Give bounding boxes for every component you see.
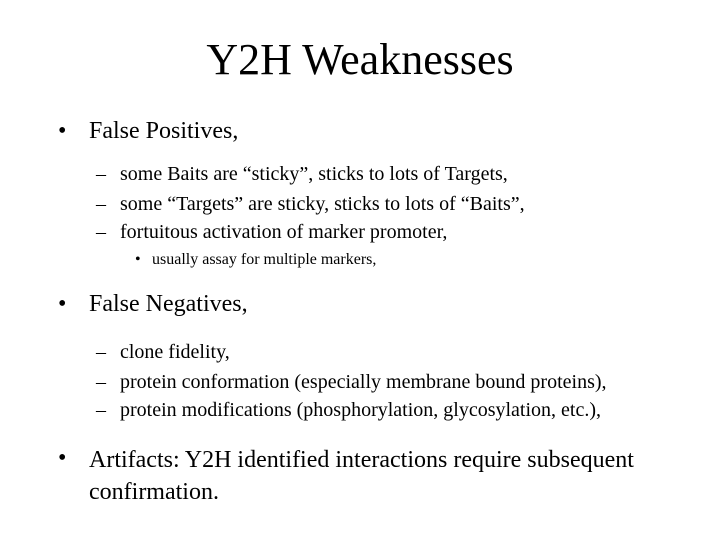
bullet-marker: • — [135, 251, 141, 268]
dash-marker: – — [96, 371, 106, 393]
sub-item-text: some “Targets” are sticky, sticks to lots of “Baits”, — [120, 193, 525, 215]
bullet-marker: • — [58, 291, 67, 317]
sub-item-text: clone fidelity, — [120, 341, 230, 363]
sub-sub-item-text: usually assay for multiple markers, — [152, 251, 377, 268]
sub-item-text: protein modifications (phosphorylation, glycosylation, etc.), — [120, 399, 602, 421]
bullet-marker: • — [58, 445, 67, 471]
dash-marker: – — [96, 399, 106, 421]
sub-item-text: protein conformation (especially membrane bound proteins), — [120, 371, 607, 393]
dash-marker: – — [96, 193, 106, 215]
dash-marker: – — [96, 163, 106, 185]
dash-marker: – — [96, 341, 106, 363]
bullet-marker: • — [58, 118, 67, 144]
dash-marker: – — [96, 221, 106, 243]
bullet-text: False Positives, — [89, 118, 239, 144]
bullet-text: Artifacts: Y2H identified interactions require subsequent confirmation. — [89, 447, 634, 505]
sub-item-text: some Baits are “sticky”, sticks to lots of Targets, — [120, 163, 508, 185]
slide-title: Y2H Weaknesses — [206, 35, 514, 84]
sub-item-text: fortuitous activation of marker promoter, — [120, 221, 448, 243]
bullet-text: False Negatives, — [89, 291, 248, 317]
